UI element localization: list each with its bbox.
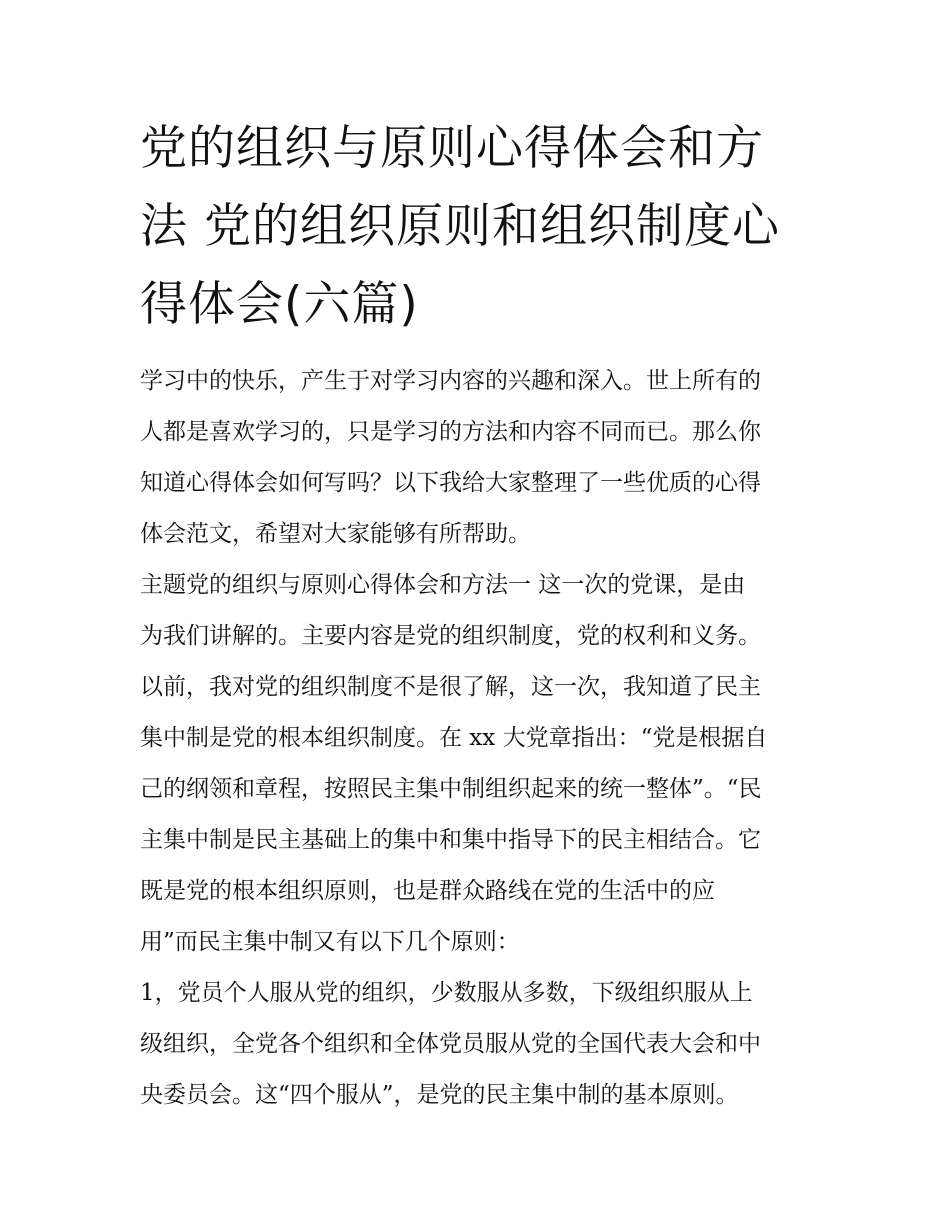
text-line: 主题党的组织与原则心得体会和方法一 这一次的党课，是由	[140, 572, 746, 598]
text-line: 既是党的根本组织原则，也是群众路线在党的生活中的应	[140, 878, 715, 904]
text-line: 主集中制是民主基础上的集中和集中指导下的民主相结合。它	[140, 827, 761, 853]
principle-one-paragraph	[140, 968, 830, 1121]
title-line: 党的组织与原则心得体会和方	[140, 121, 764, 176]
text-line: 知道心得体会如何写吗？以下我给大家整理了一些优质的心得	[140, 470, 761, 496]
text-line: 级组织，全党各个组织和全体党员服从党的全国代表大会和中	[140, 1031, 761, 1057]
text-line: 体会范文，希望对大家能够有所帮助。	[140, 521, 531, 547]
text-line: 学习中的快乐，产生于对学习内容的兴趣和深入。世上所有的	[140, 368, 761, 394]
text-line: 1，党员个人服从党的组织，少数服从多数，下级组织服从上	[140, 980, 753, 1006]
section-one-paragraph	[140, 560, 830, 968]
text-line: 为我们讲解的。主要内容是党的组织制度，党的权利和义务。	[140, 623, 761, 649]
text-line: 集中制是党的根本组织制度。在 xx 大党章指出：“党是根据自	[140, 725, 768, 751]
intro-paragraph	[140, 356, 830, 560]
text-line: 以前，我对党的组织制度不是很了解，这一次，我知道了民主	[140, 674, 761, 700]
text-line: 用”而民主集中制又有以下几个原则：	[140, 929, 520, 955]
text-line: 己的纲领和章程，按照民主集中制组织起来的统一整体”。“民	[140, 776, 762, 802]
document-title	[140, 110, 840, 344]
document-body	[140, 356, 830, 1121]
title-line: 得体会(六篇)	[140, 277, 419, 332]
text-line: 人都是喜欢学习的，只是学习的方法和内容不同而已。那么你	[140, 419, 761, 445]
title-line: 法 党的组织原则和组织制度心	[140, 199, 780, 254]
text-line: 央委员会。这“四个服从”，是党的民主集中制的基本原则。	[140, 1082, 739, 1108]
